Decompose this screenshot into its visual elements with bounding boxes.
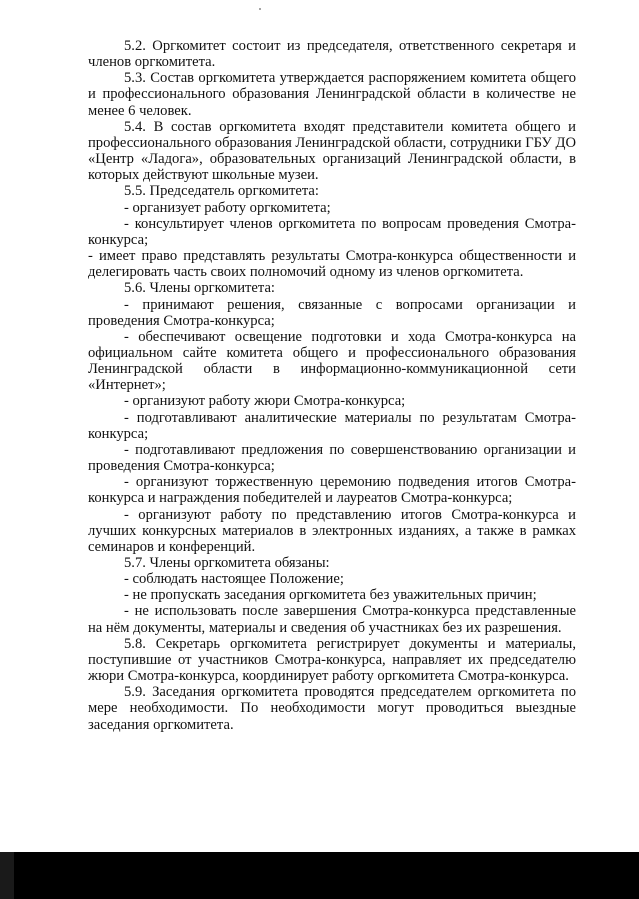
scan-border-corner xyxy=(0,852,14,899)
paragraph-5-5-heading: 5.5. Председатель оргкомитета: xyxy=(124,183,319,200)
list-item-members-7: - организуют работу по представлению итогов Смотра-конкурса и лучших конкурсных материалов в электронных изданиях, а также в рамках семинаров и конференций. xyxy=(88,506,576,555)
paragraph-5-2: 5.2. Оргкомитет состоит из председателя, ответственного секретаря и членов оргкомитета. xyxy=(88,38,576,71)
document-body xyxy=(88,38,576,733)
list-item-chair-1: - организует работу оргкомитета; xyxy=(124,199,331,216)
scan-border-bottom xyxy=(0,852,639,899)
scan-speck xyxy=(259,8,261,10)
paragraph-5-9: 5.9. Заседания оргкомитета проводятся председателем оргкомитета по мере необходимости. По необходимости могут проводиться выездные заседания оргкомитета. xyxy=(88,684,576,733)
list-item-chair-3: - имеет право представлять результаты Смотра-конкурса общественности и делегировать часть своих полномочий одному из членов оргкомитета. xyxy=(88,248,576,281)
paragraph-5-4: 5.4. В состав оргкомитета входят представители комитета общего и профессионального образования Ленинградской области, сотрудники ГБУ ДО «Центр «Ладога», образовательных организаций Ленинградской области, в которых действуют школьные музеи. xyxy=(88,118,576,184)
paragraph-5-3: 5.3. Состав оргкомитета утверждается распоряжением комитета общего и профессионального образования Ленинградской области в количестве не менее 6 человек. xyxy=(88,70,576,119)
paragraph-5-6-heading: 5.6. Члены оргкомитета: xyxy=(124,280,275,297)
list-item-members-4: - подготавливают аналитические материалы по результатам Смотра-конкурса; xyxy=(88,409,576,442)
paragraph-5-8: 5.8. Секретарь оргкомитета регистрирует документы и материалы, поступившие от участников Смотра-конкурса, направляет их председателю жюри Смотра-конкурса, координирует работу оргкомитета Смотра-конкурса. xyxy=(88,635,576,685)
list-item-duties-2: - не пропускать заседания оргкомитета без уважительных причин; xyxy=(124,587,537,604)
list-item-chair-2: - консультирует членов оргкомитета по вопросам проведения Смотра-конкурса; xyxy=(88,215,576,248)
list-item-duties-1: - соблюдать настоящее Положение; xyxy=(124,571,344,588)
list-item-members-3: - организуют работу жюри Смотра-конкурса; xyxy=(124,393,406,410)
list-item-members-2: - обеспечивают освещение подготовки и хода Смотра-конкурса на официальном сайте комитета общего и профессионального образования Ленинградской области в информационно-коммуникационной сети «Интернет»; xyxy=(88,328,576,394)
list-item-members-5: - подготавливают предложения по совершенствованию организации и проведения Смотра-конкурса; xyxy=(88,441,576,475)
paragraph-5-7-heading: 5.7. Члены оргкомитета обязаны: xyxy=(124,555,330,571)
list-item-members-6: - организуют торжественную церемонию подведения итогов Смотра-конкурса и награждения победителей и лауреатов Смотра-конкурса; xyxy=(88,474,576,507)
list-item-duties-3: - не использовать после завершения Смотра-конкурса представленные на нём документы, материалы и сведения об участниках без их разрешения. xyxy=(88,603,576,636)
list-item-members-1: - принимают решения, связанные с вопросами организации и проведения Смотра-конкурса; xyxy=(88,296,576,329)
